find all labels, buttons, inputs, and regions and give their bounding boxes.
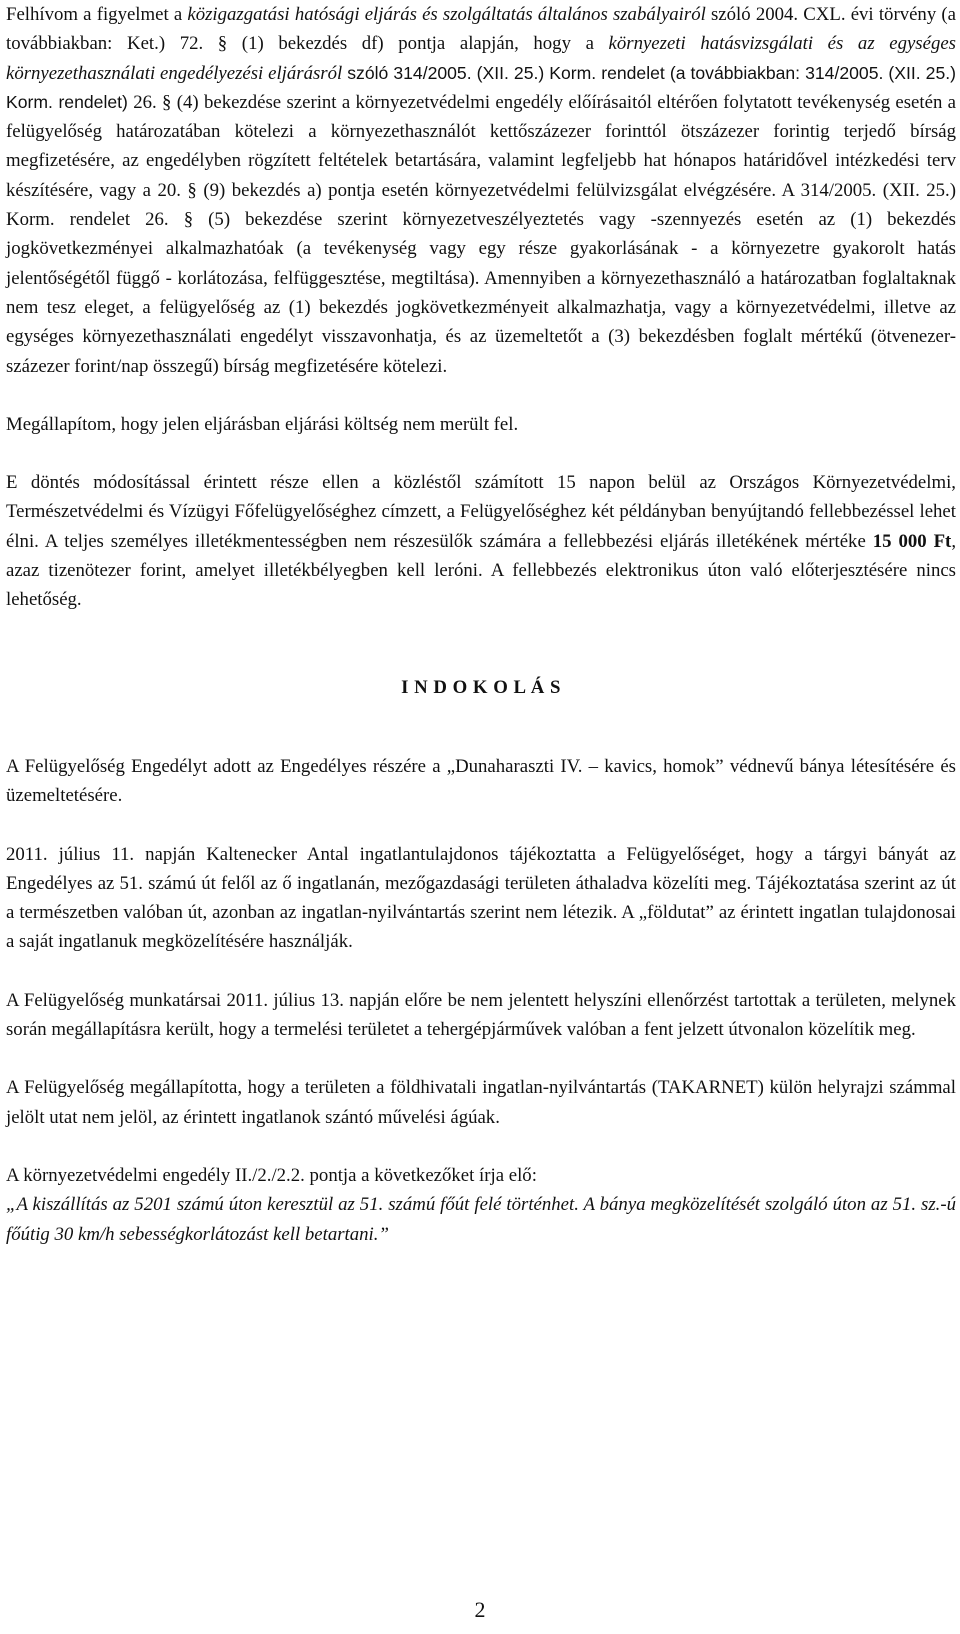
paragraph-owner-report: 2011. július 11. napján Kaltenecker Antal ingatlantulajdonos tájékoztatta a Felügyelőséget, hogy a tárgyi bányát az Engedélyes az 51. számú út felől az ő ingatlanán, mezőgazdasági területen áthaladva közelíti meg. Tájékoztatása szerint az út a természetben valóban út, azonban az ingatlan-nyilvántartás szerint nem létezik. A „földutat” az érintett ingatlan tulajdonosai a saját ingatlanuk megközelítésére használják. xyxy=(6,843,956,953)
text-run: , azaz tizenötezer forint, amelyet illetékbélyegben kell leróni. A fellebbezés elektronikus úton való előterjesztésére nincs lehetőség. xyxy=(6,530,957,611)
clause-intro: A környezetvédelmi engedély II./2./2.2. pontja a következőket írja elő: xyxy=(6,1164,537,1186)
paragraph-findings: A Felügyelőség megállapította, hogy a területen a földhivatali ingatlan-nyilvántartás (TAKARNET) külön helyrajzi számmal jelölt utat nem jelöl, az érintett ingatlanok szántó művelési ágúak. xyxy=(6,1077,956,1128)
paragraph-appeal xyxy=(6,468,956,614)
text-run: szóló 2004. CXL. évi törvény (a továbbiakban: Ket.) 72. § (1) bekezdés df) pontja alapján, hogy a xyxy=(6,4,956,55)
section-title-indoklas: I N D O K O L Á S xyxy=(401,676,561,698)
text-run: 26. § (4) bekezdése szerint a környezetvédelmi engedély előírásaitól eltérően folytatott tevékenység esetén a felügyelőség határozatában kötelezi a környezethasználót kettőszázezer forinttól ötszázezer forintig terjedő bírság megfizetésére, az engedélyben rögzített feltételek betartására, valamint legfeljebb hat hónapos határidővel intézkedési terv készítésére, vagy a 20. § (9) bekezdés a) pontja esetén környezetvédelmi felülvizsgálat elvégzésére. A 314/2005. (XII. 25.) Korm. rendelet 26. § (5) bekezdése szerint környezetveszélyeztetés vagy -szennyezés esetén az (1) bekezdés jogkövetkezményei alkalmazhatóak (a tevékenység vagy egy része gyakorlásának - a környezetre gyakorolt hatás jelentőségétől függő - korlátozása, felfüggesztése, megtiltása). Amennyiben a környezethasználó a határozatban foglaltaknak nem tesz eleget, a felügyelőség az (1) bekezdés jogkövetkezményeit alkalmazhatja, vagy a környezetvédelmi, illetve az egységes környezethasználati engedélyt visszavonhatja, és az üzemeltetőt a (3) bekezdésben foglalt mértékű (ötvenezer-százezer forint/nap összegű) bírság megfizetésére kötelezi. xyxy=(6,91,957,377)
text-run-italic-decree-title: környezeti hatásvizsgálati és az egységes környezethasználati engedélyezési eljárásról xyxy=(6,33,956,84)
paragraph-site-inspection: A Felügyelőség munkatársai 2011. július 13. napján előre be nem jelentett helyszíni ellenőrzést tartottak a területen, melynek során megállapításra került, hogy a termelési területet a tehergépjárművek valóban a fent jelzett útvonalon közelítik meg. xyxy=(6,989,956,1041)
clause-quote: „A kiszállítás az 5201 számú úton keresztül az 51. számú főút felé történhet. A bánya megközelítését szolgáló úton az 51. sz.-ú főútig 30 km/h sebességkorlátozást kell betartani.” xyxy=(6,1194,956,1245)
page-number: 2 xyxy=(474,1597,486,1622)
paragraph-procedure-cost: Megállapítom, hogy jelen eljárásban eljárási költség nem merült fel. xyxy=(6,413,519,435)
text-run: Felhívom a figyelmet a xyxy=(6,4,188,25)
paragraph-fine-notice xyxy=(6,0,956,381)
text-run-italic-law-title: közigazgatási hatósági eljárás és szolgáltatás általános szabályairól xyxy=(187,4,706,25)
paragraph-permit-clause xyxy=(6,1161,956,1249)
text-run-sans: szóló 314/2005. (XII. 25.) Korm. rendelet (a továbbiakban: 314/2005. (XII. 25.) Korm. rendelet) xyxy=(6,62,956,112)
text-run: E döntés módosítással érintett része ellen a közléstől számított 15 napon belül az Országos Környezetvédelmi, Természetvédelmi és Vízügyi Főfelügyelőséghez címzett, a Felügyelőséghez két példányban benyújtandó fellebbezéssel lehet élni. A teljes személyes illetékmentességben nem részesülők számára a fellebbezési eljárás illetékének mértéke xyxy=(6,472,956,552)
paragraph-permit-issued: A Felügyelőség Engedélyt adott az Engedélyes részére a „Dunaharaszti IV. – kavics, homok” védnevű bánya létesítésére és üzemeltetésére. xyxy=(6,755,956,807)
document-page xyxy=(6,0,956,1249)
text-run-bold-fee: 15 000 Ft xyxy=(872,530,952,552)
